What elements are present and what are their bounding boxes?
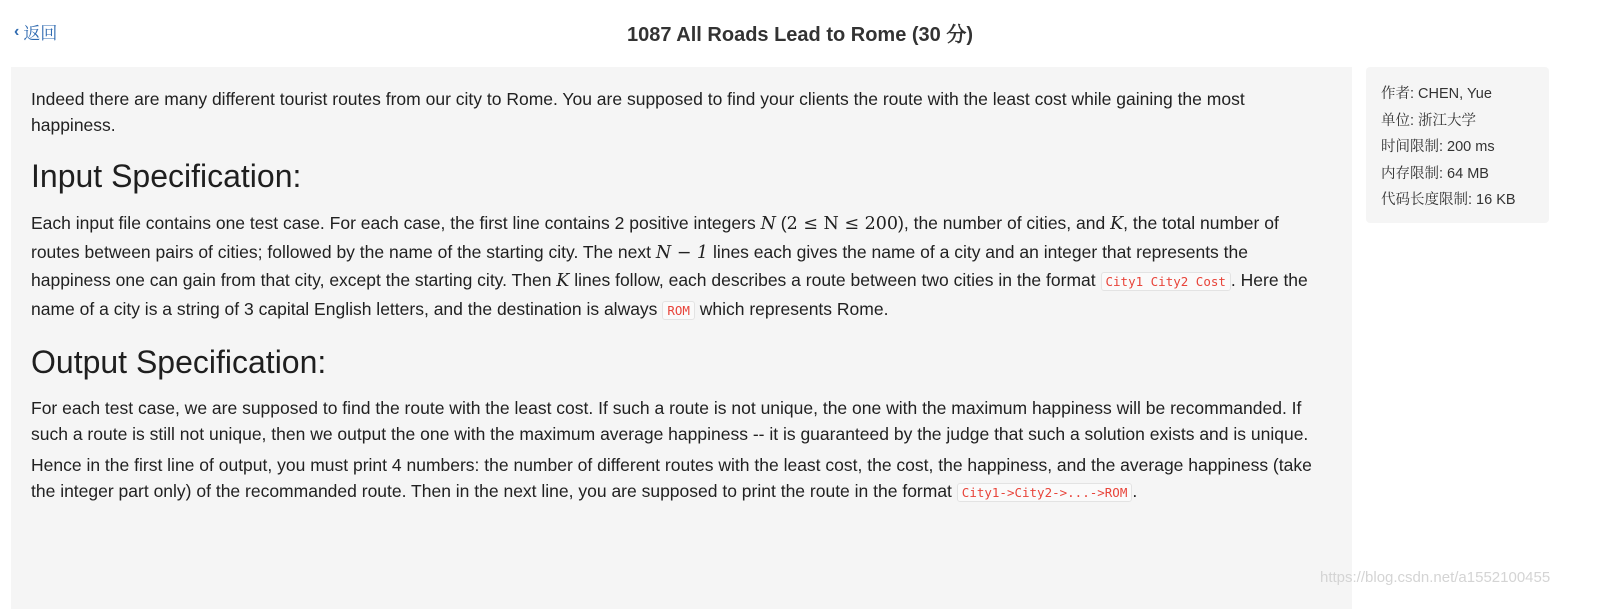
- output-spec-paragraph-1: For each test case, we are supposed to find the route with the least cost. If such a route is not unique, the one with the maximum happiness will be recommanded. If such a route is still not unique, then we output the one with the maximum average happiness -- it is guaranteed by the judge that such a solution exists and is unique.: [31, 398, 1309, 444]
- text-segment: Each input file contains one test case. For each case, the first line contains 2 positive integers: [31, 213, 761, 233]
- top-bar: [0, 0, 1600, 64]
- text-segment: lines follow, each describes a route between two cities in the format: [569, 270, 1101, 290]
- text-segment: , the total number of routes between pairs of cities; followed by the name of the starting city. The next: [31, 213, 1279, 262]
- time-limit-info: 时间限制: 200 ms: [1381, 139, 1495, 155]
- problem-info-panel: [1366, 67, 1549, 223]
- text-segment: (: [775, 213, 787, 233]
- intro-paragraph: Indeed there are many different tourist routes from our city to Rome. You are supposed to find your clients the route with the least cost while gaining the most happiness.: [31, 89, 1245, 135]
- memory-limit-info: 内存限制: 64 MB: [1381, 165, 1489, 182]
- text-segment: ), the number of cities, and: [898, 213, 1111, 233]
- author-info: 作者: CHEN, Yue: [1381, 86, 1492, 102]
- organization-info: 单位: 浙江大学: [1381, 112, 1477, 129]
- text-segment: which represents Rome.: [694, 298, 889, 319]
- math-k-2: K: [556, 271, 570, 291]
- problem-title: 1087 All Roads Lead to Rome (30 分): [626, 24, 973, 46]
- code-length-limit-info: 代码长度限制: 16 KB: [1381, 192, 1516, 208]
- output-spec-paragraph-2: [31, 453, 1322, 505]
- math-n-minus-1: N − 1: [655, 242, 709, 263]
- back-label: 返回: [23, 24, 58, 43]
- math-n-range: 2 ≤ N ≤ 200: [786, 214, 899, 234]
- math-k: K: [1110, 214, 1124, 234]
- problem-statement: [11, 67, 1352, 609]
- watermark: https://blog.csdn.net/a1552100455: [1320, 569, 1551, 586]
- code-route-format: City1 City2 Cost: [1101, 272, 1231, 291]
- text-segment: .: [1132, 480, 1138, 501]
- code-rom: ROM: [662, 301, 695, 320]
- text-segment: Hence in the first line of output, you must print 4 numbers: the number of different routes with the least cost, the cost, the happiness, and the average happiness (take the integer part only) of the recommanded route. Then in the next line, you are supposed to print the route in the format: [31, 455, 1312, 501]
- text-segment: lines each gives the name of a city and an integer that represents the happiness one can gain from that city, except the starting city. Then: [31, 241, 1248, 290]
- text-segment: . Here the name of a city is a string of 3 capital English letters, and the destination is always: [31, 270, 1308, 319]
- code-output-route-format: City1->City2->...->ROM: [957, 483, 1133, 502]
- input-spec-paragraph: [31, 210, 1322, 324]
- input-spec-heading: Input Specification:: [31, 158, 302, 194]
- chevron-left-icon: ‹: [14, 22, 20, 40]
- math-n: N: [760, 214, 776, 234]
- output-spec-heading: Output Specification:: [31, 344, 327, 380]
